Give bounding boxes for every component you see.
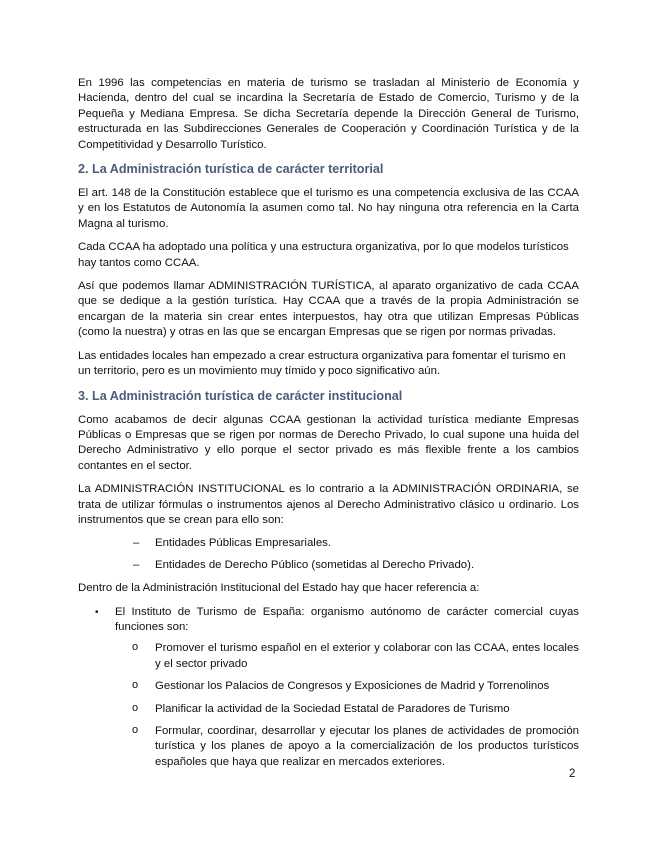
page-number: 2: [569, 768, 576, 780]
list-item-text: El Instituto de Turismo de España: organismo autónomo de carácter comercial cuyas funciones son:: [115, 605, 579, 633]
paragraph-ccaa-politica: Cada CCAA ha adoptado una política y una estructura organizativa, por lo que modelos turísticos hay tantos como CCAA.: [78, 241, 569, 269]
circle-marker: o: [132, 724, 139, 736]
circle-marker: o: [132, 641, 139, 654]
instituto-list: [78, 605, 579, 771]
list-item: [115, 724, 579, 770]
paragraph-administracion-institucional: La ADMINISTRACIÓN INSTITUCIONAL es lo contrario a la ADMINISTRACIÓN ORDINARIA, se trata de utilizar fórmulas o instrumentos ajenos al Derecho Administrativo clásico u ordinario. Los instrumentos que se crean para ello son:: [78, 483, 579, 526]
circle-marker: o: [132, 679, 139, 692]
document-page: [78, 76, 579, 777]
heading-territorial: 2. La Administración turística de carácter territorial: [78, 162, 384, 177]
bullet-marker: •: [95, 606, 99, 618]
list-item: [78, 605, 579, 771]
dash-marker: –: [133, 537, 140, 550]
list-item: [115, 641, 579, 672]
list-item: [115, 679, 579, 694]
paragraph-entidades-locales: Las entidades locales han empezado a crear estructura organizativa para fomentar el turismo en un territorio, pero es un movimiento muy tímido y poco significativo aún.: [78, 349, 566, 378]
funciones-list: [115, 641, 579, 770]
paragraph-empresas-publicas: Como acabamos de decir algunas CCAA gestionan la actividad turística mediante Empresas Públicas o Empresas que se rigen por normas de Derecho Privado, lo cual supone una huida del Derecho Administrativo y ello porque el sector privado es más flexible frente a los cambios contantes en el sector.: [78, 413, 579, 472]
list-item: [78, 536, 579, 551]
dash-marker: –: [133, 558, 140, 571]
list-item: [78, 558, 579, 573]
list-item-text: Formular, coordinar, desarrollar y ejecutar los planes de actividades de promoción turística y los planes de apoyo a la comercialización de los productos turísticos españoles que haya que realizar en mercados exteriores.: [155, 725, 579, 768]
list-item-text: Promover el turismo español en el exterior y colaborar con las CCAA, entes locales y el sector privado: [155, 642, 579, 670]
paragraph-administracion-turistica: Así que podemos llamar ADMINISTRACIÓN TURÍSTICA, al aparato organizativo de cada CCAA que se dedique a la gestión turística. Hay CCAA que a través de la propia Administración se encargan de la materia sin crear entes interpuestos, hay otra que utilizan Empresas Públicas (como la nuestra) y otras en las que se encargan Empresas que se rigen por normas privadas.: [78, 280, 579, 339]
instrumentos-list: [78, 536, 579, 573]
list-item-text: Gestionar los Palacios de Congresos y Exposiciones de Madrid y Torrenolinos: [155, 680, 550, 693]
paragraph-art148: El art. 148 de la Constitución establece que el turismo es una competencia exclusiva de las CCAA y en los Estatutos de Autonomía la asumen como tal. No hay ninguna otra referencia en la Carta Magna al turismo.: [78, 187, 579, 230]
list-item-text: Entidades Públicas Empresariales.: [155, 537, 332, 550]
list-item-text: Entidades de Derecho Público (sometidas al Derecho Privado).: [155, 558, 475, 571]
paragraph-1996: En 1996 las competencias en materia de turismo se trasladan al Ministerio de Economía y Hacienda, dentro del cual se incardina la Secretaría de Estado de Comercio, Turismo y de la Pequeña y Mediana Empresa. Se dicha Secretaría depende la Dirección General de Turismo, estructurada en las Subdirecciones Generales de Cooperación y Coordinación Turística y de la Competitividad y Desarrollo Turístico.: [78, 77, 579, 151]
paragraph-administracion-estado: Dentro de la Administración Institucional del Estado hay que hacer referencia a:: [78, 582, 480, 595]
list-item: [115, 702, 579, 717]
list-item-text: Planificar la actividad de la Sociedad Estatal de Paradores de Turismo: [155, 702, 510, 715]
circle-marker: o: [132, 701, 139, 714]
heading-institucional: 3. La Administración turística de carácter institucional: [78, 388, 403, 403]
